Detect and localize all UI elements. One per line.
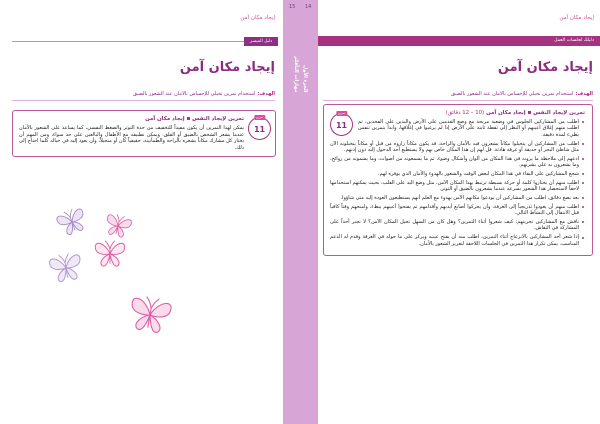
list-item: اطلب من المشاركين أن يتخيلوا مكاناً يشعرون فيه بالأمان والراحة، قد يكون مكاناً زاروه من قبل أو مكاناً يتخيلونه الآن مثل شاطئ البحر أو حديقة أو غرفة هادئة. قل لهم إن هذا المكان خاص بهم ولا يستطيع أحد الدخول إليه دون إذنهم. xyxy=(330,141,585,154)
exercise-box xyxy=(12,110,276,157)
list-item: اطلب من المشاركين الجلوس في وضعية مريحة مع وضع القدمين على الأرض واليدين على الفخذين، ثم اطلب منهم إغلاق أعينهم أو النظر إلى نقطة ثابتة على الأرض إذا لم يرغبوا في إغلاقها، وابدأ بتمرين تنفس بطيء لمدة دقيقة. xyxy=(330,119,585,138)
objective-line xyxy=(323,91,593,101)
objective-line xyxy=(12,91,275,101)
list-item: اطلب منهم أن يختاروا كلمة أو حركة بسيطة ترتبط بهذا المكان الآمن، مثل وضع اليد على القلب، بحيث يمكنهم استخدامها لاحقاً لاستحضار هذا الشعور بسرعة عندما يشعرون بالضيق أو التوتر. xyxy=(330,180,585,193)
list-item: ادعهم إلى ملاحظة ما يرونه في هذا المكان من ألوان وأشكال وضوء، ثم ما يسمعونه من أصوات، وما يشمونه من روائح، وما يشعرون به على بشرتهم. xyxy=(330,156,585,169)
spine-label-section: مهارات التأقلم xyxy=(293,56,299,93)
header-tab: دليل الميسر xyxy=(244,37,278,46)
square-bullet-icon xyxy=(187,117,191,121)
butterfly-icon xyxy=(104,212,133,239)
square-bullet-icon xyxy=(528,111,532,115)
list-item: ناقش مع المشاركين تجربتهم: كيف شعروا أثناء التمرين؟ وهل كان من السهل تخيل المكان الآمن؟ لا تجبر أحداً على المشاركة في النقاش. xyxy=(330,219,585,232)
spine-label-part: الجزء الأول xyxy=(302,64,308,93)
spine-labels xyxy=(283,56,318,92)
exercise-paragraph: يمكن لهذا التمرين أن يكون مفيداً للتخفيف من حدة التوتر والضغط النفسي، كما يساعد على الشعور بالأمان عندما يشعر الشخص بالضيق أو القلق. ويمكن تطبيقه مع الأطفال والبالغين على حد سواء، ومن المهم أن يختار كل مشارك مكاناً يشعره بالراحة والطمأنينة، حقيقياً كان أو متخيلاً، وأن يعود إليه في خياله كلما احتاج إلى ذلك. xyxy=(19,125,244,151)
exercise-heading xyxy=(19,116,244,123)
running-head: إيجاد مكان آمن xyxy=(240,15,275,21)
running-head: إيجاد مكان آمن xyxy=(559,15,594,21)
objective-text: استخدام تمرين تخيلي للإحساس بالأمان عند الشعور بالضيق xyxy=(132,91,256,97)
exercise-steps-list xyxy=(330,119,585,247)
exercise-heading-sub: إيجاد مكان آمن xyxy=(486,110,526,116)
objective-label: الهدف: xyxy=(257,91,275,97)
exercise-badge xyxy=(248,117,271,140)
list-item: اطلب منهم أن يعودوا تدريجياً إلى الغرفة، وأن يحركوا أصابع أيديهم وأقدامهم ثم يفتحوا أعينهم ببطء، وامنحهم وقتاً كافياً قبل الانتقال إلى النشاط التالي. xyxy=(330,204,585,217)
badge-ribbon: تمرين xyxy=(337,111,346,115)
list-item: بعد بضع دقائق، اطلب من المشاركين أن يودعوا مكانهم الآمن بهدوء مع العلم أنهم يستطيعون العودة إليه متى شاؤوا. xyxy=(330,195,585,201)
butterfly-icon xyxy=(55,206,88,237)
exercise-duration: (10 – 12 دقائق) xyxy=(445,110,485,116)
page-number-right: 14 xyxy=(305,4,312,10)
butterfly-icon xyxy=(49,252,84,283)
objective-label: الهدف: xyxy=(575,91,593,97)
badge-number: 11 xyxy=(253,125,266,134)
butterfly-icon xyxy=(95,241,124,266)
page-title: إيجاد مكان آمن xyxy=(179,60,275,75)
objective-text: استخدام تمرين تخيلي للإحساس بالأمان عند الشعور بالضيق xyxy=(450,91,574,97)
badge-number: 11 xyxy=(335,121,348,130)
book-spine xyxy=(283,0,318,424)
right-page xyxy=(318,0,600,424)
exercise-heading-main: تمرين لإيجاد النفس xyxy=(533,110,585,116)
exercise-heading-sub: إيجاد مكان آمن xyxy=(145,116,185,122)
exercise-heading xyxy=(330,110,585,117)
list-item: شجع المشاركين على البقاء في هذا المكان لبعض الوقت والشعور بالهدوء والأمان الذي يوفره لهم. xyxy=(330,171,585,177)
header-bar: دليلك لجلسات العمل xyxy=(318,36,600,46)
left-page xyxy=(0,0,283,424)
page-title: إيجاد مكان آمن xyxy=(497,60,593,75)
butterfly-icon xyxy=(128,294,173,334)
exercise-heading-main: تمرين لإيجاد النفس xyxy=(192,116,244,122)
badge-ribbon: تمرين xyxy=(255,115,264,119)
list-item: إذا شعر أحد المشاركين بالانزعاج أثناء التمرين، اطلب منه أن يفتح عينيه ويركز على ما حوله في الغرفة وقدم له الدعم المناسب. يمكن تكرار هذا التمرين في الجلسات اللاحقة لتعزيز الشعور بالأمان. xyxy=(330,234,585,247)
header-rule xyxy=(12,41,244,42)
exercise-box xyxy=(323,104,593,256)
butterflies-illustration xyxy=(40,200,180,340)
page-number-left: 15 xyxy=(289,4,296,10)
